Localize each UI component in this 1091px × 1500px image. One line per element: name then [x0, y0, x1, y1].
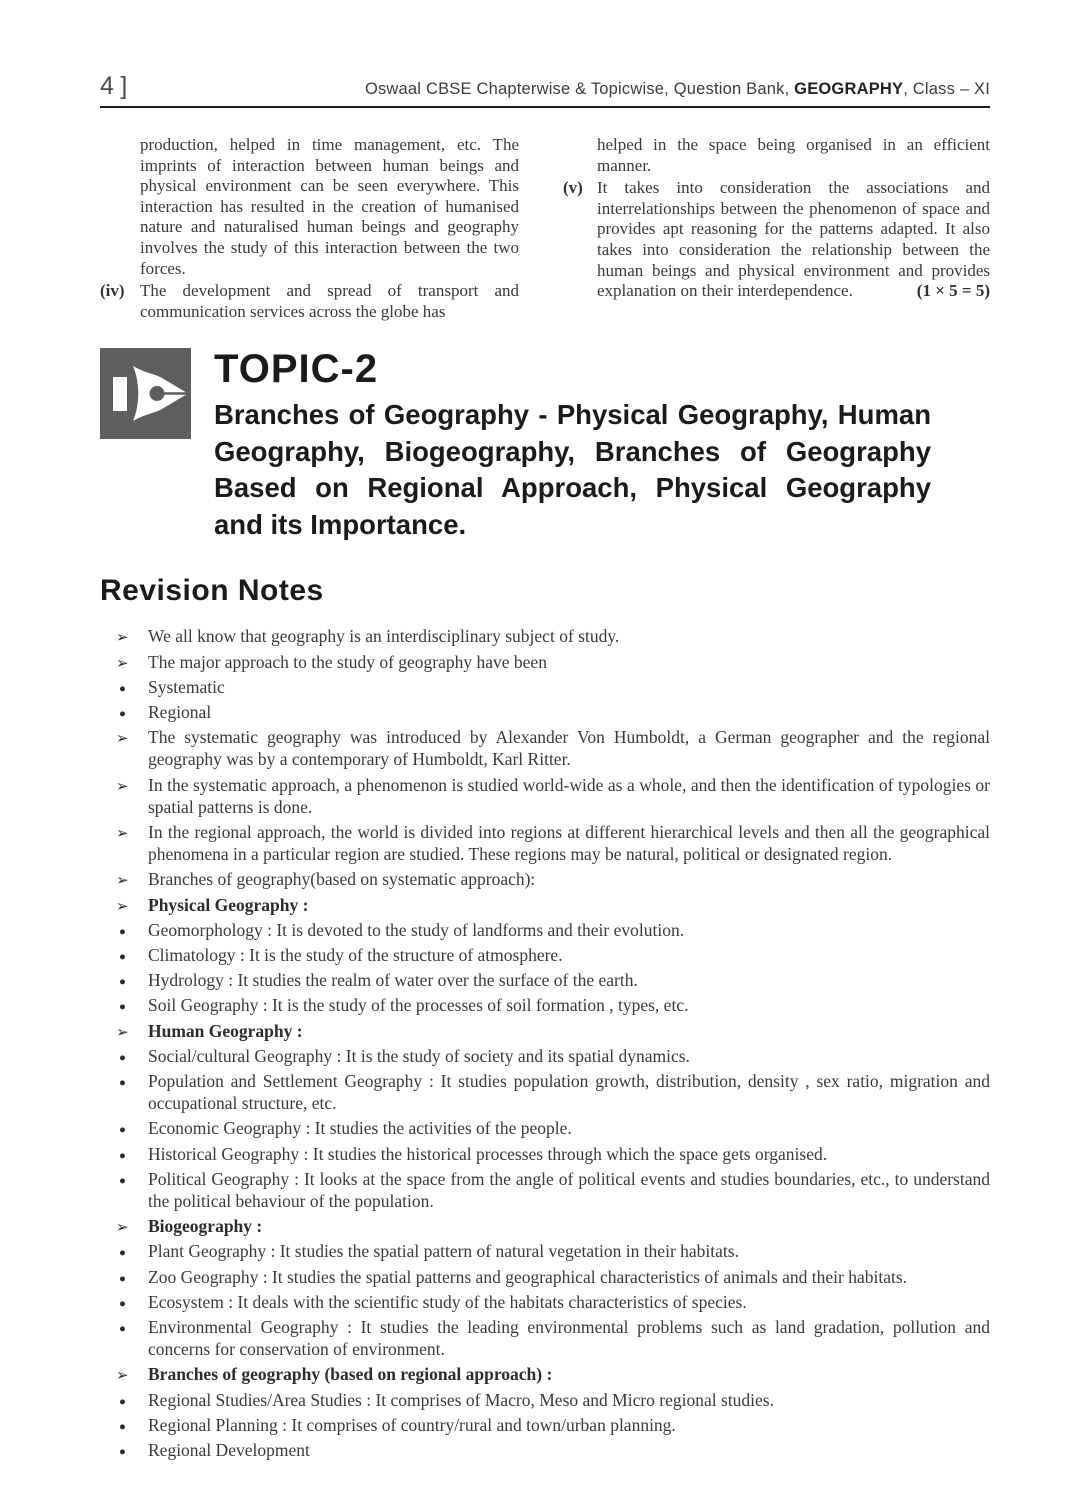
- dot-bullet-icon: [119, 700, 126, 725]
- note-text: Political Geography : It looks at the space from the angle of political events and studies boundaries, etc., to understand the political behaviour of the population.: [148, 1168, 990, 1212]
- note-text: Geomorphology : It is devoted to the study of landforms and their evolution.: [148, 919, 685, 940]
- note-item: [100, 1266, 990, 1288]
- note-item: [100, 676, 990, 698]
- topic-title: Branches of Geography - Physical Geography, Human Geography, Biogeography, Branches of Geography Based on Regional Approach, Physical Geography and its Importance.: [214, 399, 931, 540]
- note-text: Biogeography :: [148, 1216, 263, 1237]
- topic-label: TOPIC-2: [214, 347, 379, 392]
- note-item: [100, 1291, 990, 1313]
- arrow-bullet-icon: [116, 774, 129, 798]
- arrow-bullet-icon: [116, 625, 129, 649]
- page-number-bracket: ]: [120, 72, 130, 100]
- note-text: Systematic: [148, 676, 225, 697]
- note-text: Regional Studies/Area Studies : It comprises of Macro, Meso and Micro regional studies.: [148, 1389, 774, 1410]
- arrow-bullet-icon: [116, 868, 129, 892]
- note-text: Historical Geography : It studies the historical processes through which the space gets organised.: [148, 1143, 828, 1164]
- dot-bullet-icon: [119, 1239, 126, 1264]
- note-text: Plant Geography : It studies the spatial pattern of natural vegetation in their habitats.: [148, 1241, 739, 1262]
- answers-right-column: [563, 135, 990, 324]
- dot-bullet-icon: [119, 1388, 126, 1413]
- answer-item: [100, 281, 519, 322]
- note-text: Climatology : It is the study of the structure of atmosphere.: [148, 944, 563, 965]
- running-header: Oswaal CBSE Chapterwise & Topicwise, Question Bank, GEOGRAPHY, Class – XI: [364, 80, 990, 98]
- note-item: [100, 969, 990, 991]
- note-item: [100, 1414, 990, 1436]
- dot-bullet-icon: [119, 1438, 126, 1463]
- topic-banner: [100, 348, 990, 543]
- note-item: [100, 1389, 990, 1411]
- note-text: We all know that geography is an interdisciplinary subject of study.: [148, 626, 620, 647]
- note-item: [100, 1439, 990, 1461]
- dot-bullet-icon: [119, 943, 126, 968]
- note-text: Regional Planning : It comprises of country/rural and town/urban planning.: [148, 1414, 676, 1435]
- arrow-bullet-icon: [116, 821, 129, 845]
- book-subject: GEOGRAPHY: [794, 80, 904, 98]
- note-text: Hydrology : It studies the realm of water over the surface of the earth.: [148, 970, 638, 991]
- note-text: Human Geography :: [148, 1020, 303, 1041]
- note-item: [100, 701, 990, 723]
- answer-item: [563, 178, 990, 302]
- note-text: Soil Geography : It is the study of the processes of soil formation , types, etc.: [148, 995, 689, 1016]
- dot-bullet-icon: [119, 1167, 126, 1192]
- note-item: [100, 625, 990, 647]
- note-item: [100, 1020, 990, 1042]
- note-item: [100, 1168, 990, 1212]
- dot-bullet-icon: [119, 1265, 126, 1290]
- answer-text: helped in the space being organised in an efficient manner.: [597, 135, 990, 175]
- note-item: [100, 1045, 990, 1067]
- marks-badge: (1 × 5 = 5): [916, 281, 990, 301]
- notes-list: [100, 625, 990, 1461]
- answer-text: It takes into consideration the associations and interrelationships between the phenomenon of space and provides apt reasoning for the patterns adapted. It also takes into consideration the relationship between the human beings and physical environment and provides explanation on their interdependence.: [597, 178, 990, 301]
- note-item: [100, 1070, 990, 1114]
- arrow-bullet-icon: [116, 894, 129, 918]
- note-item: [100, 774, 990, 818]
- dot-bullet-icon: [119, 1044, 126, 1069]
- answer-item: [100, 135, 519, 279]
- note-text: In the regional approach, the world is divided into regions at different hierarchical levels and then all the geographical phenomena in a particular region are studied. These regions may be natural, political or designated region.: [148, 821, 990, 865]
- note-item: [100, 1240, 990, 1262]
- note-text: The major approach to the study of geography have been: [148, 651, 547, 672]
- note-item: [100, 868, 990, 890]
- dot-bullet-icon: [119, 1116, 126, 1141]
- dot-bullet-icon: [119, 1069, 126, 1094]
- arrow-bullet-icon: [116, 726, 129, 750]
- note-text: Environmental Geography : It studies the leading environmental problems such as land gradation, pollution and concerns for conservation of environment.: [148, 1317, 990, 1360]
- note-text: Regional: [148, 701, 212, 722]
- dot-bullet-icon: [119, 993, 126, 1018]
- topic-text-block: [214, 348, 931, 543]
- note-text: The systematic geography was introduced by Alexander Von Humboldt, a German geographer and the regional geography was by a contemporary of Humboldt, Karl Ritter.: [148, 727, 990, 770]
- answers-left-column: [100, 135, 519, 324]
- note-text: Zoo Geography : It studies the spatial patterns and geographical characteristics of animals and their habitats.: [148, 1266, 908, 1287]
- dot-bullet-icon: [119, 1413, 126, 1438]
- answer-item: [563, 135, 990, 176]
- dot-bullet-icon: [119, 675, 126, 700]
- header-rule: [100, 106, 990, 108]
- dot-bullet-icon: [119, 1142, 126, 1167]
- note-item: [100, 1117, 990, 1139]
- answers-section: [100, 135, 990, 324]
- note-item: [100, 919, 990, 941]
- arrow-bullet-icon: [116, 651, 129, 675]
- note-text: Regional Development: [148, 1440, 310, 1461]
- note-item: [100, 944, 990, 966]
- note-item: [100, 651, 990, 673]
- note-text: Population and Settlement Geography : It studies population growth, distribution, density , sex ratio, migration and occupational structure, etc.: [148, 1071, 990, 1114]
- note-item: [100, 894, 990, 916]
- note-text: Branches of geography(based on systematic approach):: [148, 869, 536, 890]
- dot-bullet-icon: [119, 1315, 126, 1340]
- answer-label: (v): [563, 178, 583, 198]
- note-item: [100, 726, 990, 770]
- note-text: Ecosystem : It deals with the scientific study of the habitats characteristics of species.: [148, 1291, 747, 1312]
- dot-bullet-icon: [119, 1290, 126, 1315]
- page-header: [100, 72, 990, 101]
- answer-text: The development and spread of transport and communication services across the globe has: [140, 281, 519, 321]
- note-text: Branches of geography (based on regional approach) :: [148, 1364, 553, 1385]
- page-number: 4 ]: [100, 72, 130, 100]
- answer-label: (iv): [100, 281, 125, 301]
- dot-bullet-icon: [119, 918, 126, 943]
- pen-nib-icon: [100, 348, 191, 439]
- note-item: [100, 994, 990, 1016]
- note-item: [100, 1316, 990, 1360]
- note-text: Social/cultural Geography : It is the study of society and its spatial dynamics.: [148, 1045, 690, 1066]
- arrow-bullet-icon: [116, 1363, 129, 1387]
- note-item: [100, 1215, 990, 1237]
- note-text: In the systematic approach, a phenomenon is studied world-wide as a whole, and then the identification of typologies or spatial patterns is done.: [148, 774, 990, 817]
- note-text: Physical Geography :: [148, 894, 309, 915]
- note-item: [100, 1363, 990, 1385]
- dot-bullet-icon: [119, 968, 126, 993]
- arrow-bullet-icon: [116, 1215, 129, 1239]
- revision-notes-heading: Revision Notes: [100, 574, 324, 608]
- note-item: [100, 1143, 990, 1165]
- note-text: Economic Geography : It studies the activities of the people.: [148, 1118, 572, 1139]
- note-item: [100, 821, 990, 865]
- arrow-bullet-icon: [116, 1020, 129, 1044]
- answer-text: production, helped in time management, etc. The imprints of interaction between human beings and physical environment can be seen everywhere. This interaction has resulted in the creation of humanised nature and naturalised human beings and geography involves the study of this interaction between the two forces.: [140, 135, 519, 278]
